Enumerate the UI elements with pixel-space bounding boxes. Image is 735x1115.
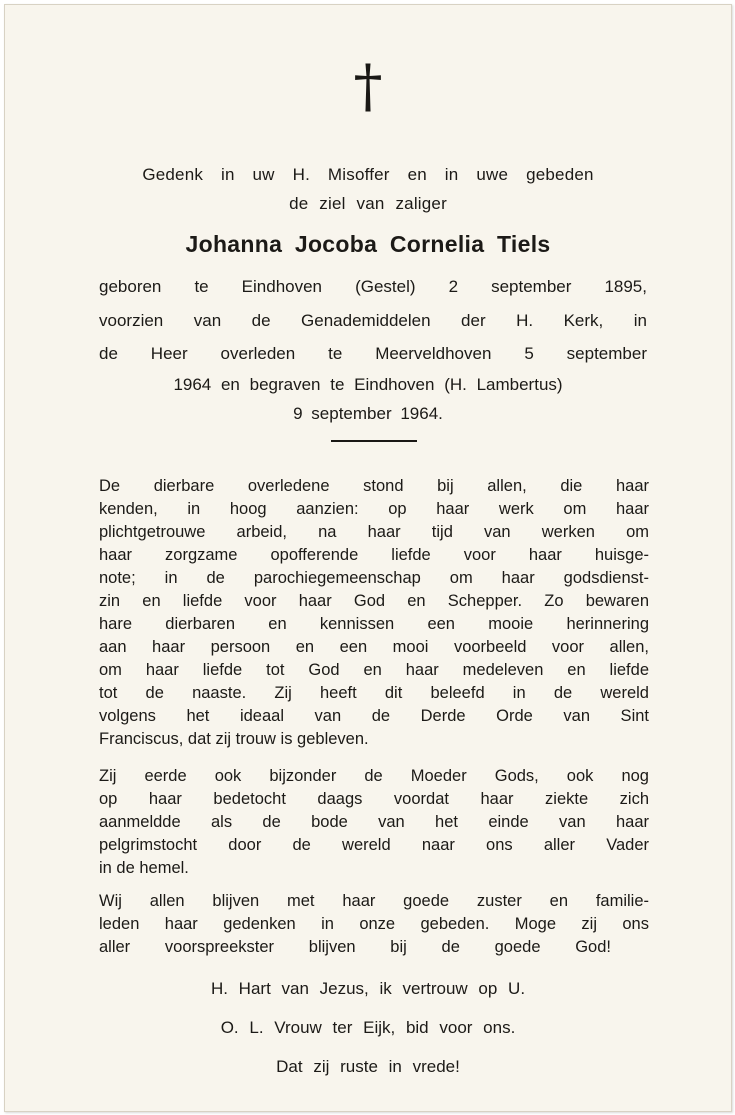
- paragraph-1-line-4: haar zorgzame opofferende liefde voor haar huisge-: [99, 546, 649, 564]
- divider-rule: [331, 440, 417, 442]
- paragraph-1-line-7: hare dierbaren en kennissen een mooie herinnering: [99, 615, 649, 633]
- intro-line-2: de ziel van zaliger: [289, 194, 447, 213]
- paragraph-1-line-9: om haar liefde tot God en haar medeleven en liefde: [99, 661, 649, 679]
- paragraph-1-line-3: plichtgetrouwe arbeid, na haar tijd van werken om: [99, 523, 649, 541]
- bio-line-1: geboren te Eindhoven (Gestel) 2 september 1895,: [99, 277, 647, 296]
- paragraph-2-line-5: in de hemel.: [99, 859, 189, 877]
- paragraph-1-line-5: note; in de parochiegemeenschap om haar godsdienst-: [99, 569, 649, 587]
- bio-line-2: voorzien van de Genademiddelen der H. Kerk, in: [99, 311, 647, 330]
- paragraph-1-line-11: volgens het ideaal van de Derde Orde van Sint: [99, 707, 649, 725]
- cross-icon: †: [353, 52, 383, 120]
- paragraph-1-line-6: zin en liefde voor haar God en Schepper. Zo bewaren: [99, 592, 649, 610]
- bio-line-5: 9 september 1964.: [293, 404, 443, 423]
- paragraph-1-line-8: aan haar persoon en een mooi voorbeeld voor allen,: [99, 638, 649, 656]
- prayer-our-lady: O. L. Vrouw ter Eijk, bid voor ons.: [220, 1018, 516, 1037]
- prayer-rest-in-peace: Dat zij ruste in vrede!: [276, 1057, 460, 1076]
- intro-line-1: Gedenk in uw H. Misoffer en in uwe gebeden: [142, 165, 594, 184]
- paragraph-3-line-3: aller voorspreekster blijven bij de goede God!: [99, 938, 611, 956]
- paragraph-2-line-1: Zij eerde ook bijzonder de Moeder Gods, ook nog: [99, 767, 649, 785]
- paragraph-1-line-2: kenden, in hoog aanzien: op haar werk om haar: [99, 500, 649, 518]
- paragraph-1-line-12: Franciscus, dat zij trouw is gebleven.: [99, 730, 369, 748]
- paragraph-3-line-1: Wij allen blijven met haar goede zuster en familie-: [99, 892, 649, 910]
- paragraph-3-line-2: leden haar gedenken in onze gebeden. Moge zij ons: [99, 915, 649, 933]
- paragraph-2-line-4: pelgrimstocht door de wereld naar ons aller Vader: [99, 836, 649, 854]
- paragraph-1-line-10: tot de naaste. Zij heeft dit beleefd in de wereld: [99, 684, 649, 702]
- paragraph-2-line-3: aanmeldde als de bode van het einde van haar: [99, 813, 649, 831]
- memorial-card: [4, 4, 732, 1112]
- paragraph-2-line-2: op haar bedetocht daags voordat haar ziekte zich: [99, 790, 649, 808]
- bio-line-4: 1964 en begraven te Eindhoven (H. Lambertus): [173, 375, 563, 394]
- bio-line-3: de Heer overleden te Meerveldhoven 5 september: [99, 344, 647, 363]
- prayer-sacred-heart: H. Hart van Jezus, ik vertrouw op U.: [210, 979, 526, 998]
- paragraph-1-line-1: De dierbare overledene stond bij allen, die haar: [99, 477, 649, 495]
- deceased-name: Johanna Jocoba Cornelia Tiels: [185, 231, 551, 257]
